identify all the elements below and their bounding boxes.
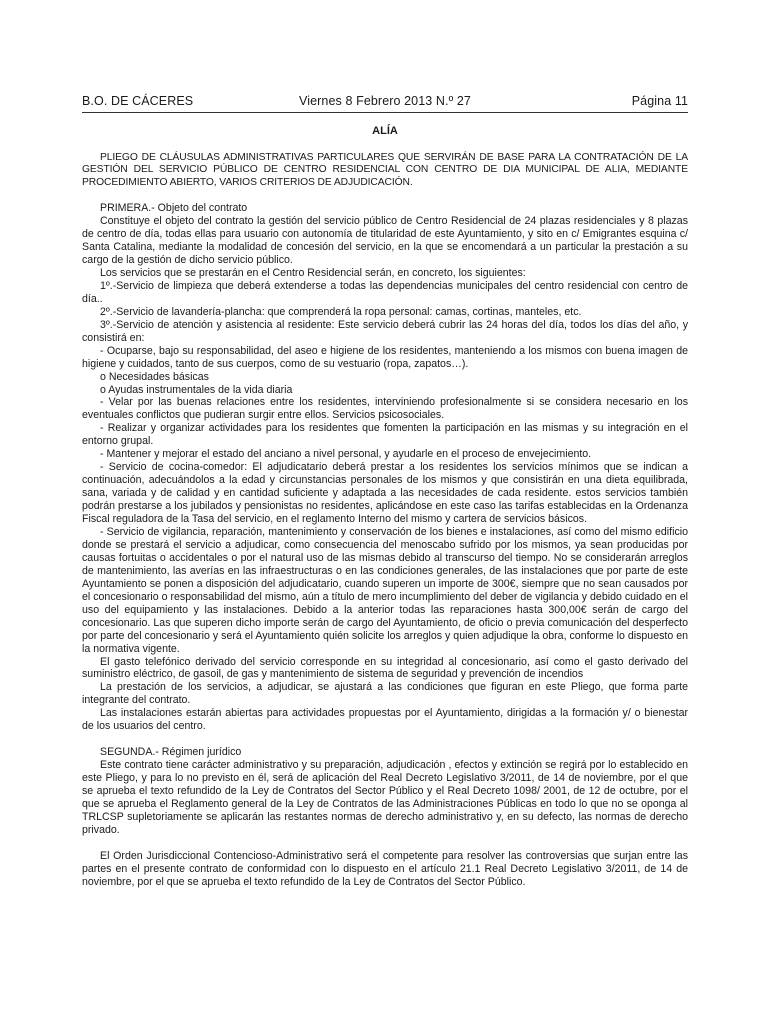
list-item: - Servicio de cocina-comedor: El adjudicatario deberá prestar a los residentes los servicios mínimos que se indican a continuación, adecuándolos a la edad y circunstancias personales de los mismos y que consistirán en una dieta equilibrada, sana, variada y de calidad y en cantidad suficiente y adaptada a las necesidades de cada residente. estos servicios también podrán prestarse a los jubilados y pensionistas no residentes, aplicándose en este caso las tarifas establecidas en la Ordenanza Fiscal reguladora de la Tasa del servicio, en el reglamento Interno del mismo y cartera de servicios básicos. (82, 461, 688, 526)
paragraph: Las instalaciones estarán abiertas para actividades propuestas por el Ayuntamiento, dirigidas a la formación y/ o bienestar de los usuarios del centro. (82, 707, 688, 733)
list-item: - Realizar y organizar actividades para los residentes que fomenten la participación en las mismas y su integración en el entorno grupal. (82, 422, 688, 448)
section-heading-segunda: SEGUNDA.- Régimen jurídico (100, 746, 242, 759)
header-date-issue: Viernes 8 Febrero 2013 N.º 27 (299, 94, 471, 108)
header-publication: B.O. DE CÁCERES (82, 94, 194, 108)
paragraph: 2º.-Servicio de lavandería-plancha: que comprenderá la ropa personal: camas, cortinas, manteles, etc. (100, 305, 582, 318)
paragraph: El Orden Jurisdiccional Contencioso-Administrativo será el competente para resolver las controversias que surjan entre las partes en el presente contrato de conformidad con lo dispuesto en el artículo 21.1 Real Decreto Legislativo 3/2011, de 14 de noviembre, por el que se aprueba el texto refundido de la Ley de Contratos del Sector Público. (82, 849, 688, 888)
paragraph: Los servicios que se prestarán en el Centro Residencial serán, en concreto, los siguientes: (100, 266, 526, 279)
document-intro: PLIEGO DE CLÁUSULAS ADMINISTRATIVAS PARTICULARES QUE SERVIRÁN DE BASE PARA LA CONTRATACIÓN DE LA GESTIÓN DEL SERVICIO PÚBLICO DE CENTRO RESIDENCIAL CON CENTRO DE DIA MUNICIPAL DE ALIA, MEDIANTE PROCEDIMIENTO ABIERTO, VARIOS CRITERIOS DE ADJUDICACIÓN. (82, 151, 688, 188)
document-body (82, 125, 688, 889)
header-rule (82, 112, 688, 113)
header-page-number: Página 11 (631, 94, 688, 108)
list-item: - Mantener y mejorar el estado del anciano a nivel personal, y ayudarle en el proceso de envejecimiento. (100, 448, 592, 461)
paragraph: 1º.-Servicio de limpieza que deberá extenderse a todas las dependencias municipales del centro residencial con centro de día.. (82, 279, 688, 305)
paragraph: Este contrato tiene carácter administrativo y su preparación, adjudicación , efectos y extinción se regirá por lo establecido en este Pliego, y para lo no previsto en él, será de aplicación del Real Decreto Legislativo 3/2011, de 14 de noviembre, por el que se aprueba el texto refundido de la Ley de Contratos del Sector Público y el Real Decreto 1098/ 2001, de 12 de octubre, por el que se aprueba el Reglamento general de la Ley de Contratos de las Administraciones Públicas en todo lo que no se oponga al TRLCSP supletoriamente se aplicarán las restantes normas de derecho administrativo y, en su defecto, las normas de derecho privado. (82, 759, 688, 836)
list-item: o Necesidades básicas (100, 370, 209, 383)
paragraph: 3º.-Servicio de atención y asistencia al residente: Este servicio deberá cubrir las 24 horas del día, todos los días del año, y consistirá en: (82, 318, 688, 344)
document-title: ALÍA (372, 125, 398, 137)
list-item: - Servicio de vigilancia, reparación, mantenimiento y conservación de los bienes e instalaciones, así como del mismo edificio donde se prestará el servicio a adjudicar, como consecuencia del menoscabo sufrido por los mismos, ya sean producidas por causas fortuitas o accidentales o por el natural uso de las mismas debido al transcurso del tiempo. No se considerarán arreglos de mantenimiento, las averías en las infraestructuras o en las condiciones generales, de las instalaciones que por parte de este Ayuntamiento se ponen a disposición del adjudicatario, cuando superen un importe de 300€, siempre que no sean causados por el concesionario o responsabilidad del mismo, aún a título de mero incumplimiento del deber de vigilancia y debido cuidado en el uso del equipamiento y las instalaciones. Debido a la anterior todas las reparaciones hasta 300,00€ serán de cargo del concesionario. Las que superen dicho importe serán de cargo del Ayuntamiento, de oficio o previa comunicación del desperfecto por parte del concesionario y será el Ayuntamiento quién solicite los arreglos y quien adjudique la obra, conforme lo dispuesto en la normativa vigente. (82, 526, 688, 655)
paragraph: El gasto telefónico derivado del servicio corresponde en su integridad al concesionario, así como el gasto derivado del suministro eléctrico, de gasoil, de gas y mantenimiento de sistema de seguridad y prevención de incendios (82, 655, 688, 681)
page-header (82, 94, 688, 108)
paragraph: Constituye el objeto del contrato la gestión del servicio público de Centro Residencial de 24 plazas residenciales y 8 plazas de centro de día, todas ellas para usuario con autonomía de titularidad de este Ayuntamiento, y sito en c/ Emigrantes esquina c/ Santa Catalina, mediante la modalidad de concesión del servicio, en la que se encomendará a un particular la prestación a su cargo de la gestión de dicho servicio público. (82, 215, 688, 266)
list-item: - Velar por las buenas relaciones entre los residentes, interviniendo profesionalmente si se considera necesario en los eventuales conflictos que pudieran surgir entre ellos. Servicios psicosociales. (82, 396, 688, 422)
paragraph: La prestación de los servicios, a adjudicar, se ajustará a las condiciones que figuran en este Pliego, que forma parte integrante del contrato. (82, 681, 688, 707)
list-item: o Ayudas instrumentales de la vida diaria (100, 383, 293, 396)
section-heading-primera: PRIMERA.- Objeto del contrato (100, 202, 248, 215)
list-item: - Ocuparse, bajo su responsabilidad, del aseo e higiene de los residentes, manteniendo a los mismos con buena imagen de higiene y cuidados, tanto de sus cuerpos, como de su vestuario (ropa, zapatos…). (82, 344, 688, 370)
